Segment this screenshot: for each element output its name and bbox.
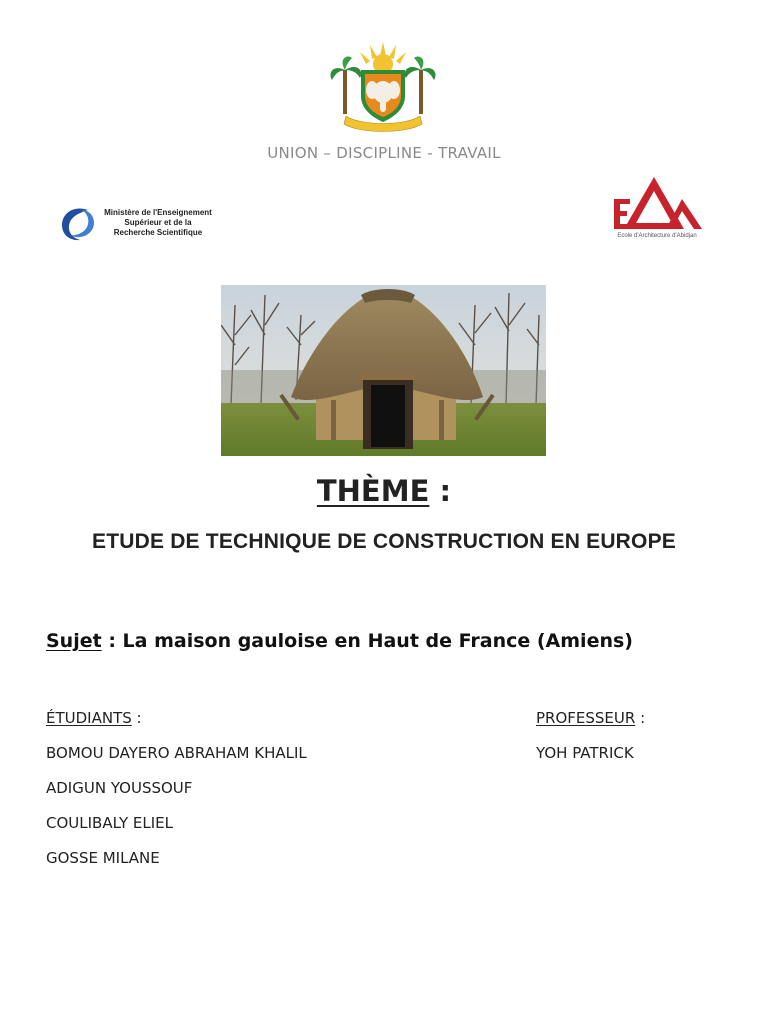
students-list bbox=[46, 708, 307, 883]
students-label: ÉTUDIANTS bbox=[46, 709, 132, 727]
theme-label: THÈME bbox=[316, 474, 430, 508]
theme-title: ETUDE DE TECHNIQUE DE CONSTRUCTION EN EUROPE bbox=[91, 530, 676, 553]
theme-separator: : bbox=[429, 474, 452, 508]
ministry-line: Supérieur et de la bbox=[124, 218, 192, 227]
eaa-logo-icon bbox=[610, 175, 704, 231]
student-name: GOSSE MILANE bbox=[46, 849, 160, 867]
ministry-logo-text bbox=[96, 208, 220, 238]
subject-text: : La maison gauloise en Haut de France (Amiens) bbox=[101, 630, 633, 652]
theme-heading bbox=[0, 474, 768, 508]
thatched-house-illustration-icon bbox=[221, 285, 546, 456]
student-name: COULIBALY ELIEL bbox=[46, 814, 173, 832]
coat-of-arms-emblem-icon bbox=[330, 40, 436, 132]
gaulish-house-photo bbox=[221, 285, 546, 456]
professor-label: PROFESSEUR bbox=[536, 709, 636, 727]
coat-of-arms bbox=[330, 40, 436, 132]
students-heading bbox=[46, 708, 307, 743]
professor-separator: : bbox=[635, 709, 646, 727]
school-logo-caption: Ecole d'Architecture d'Abidjan bbox=[617, 233, 697, 239]
professor-heading bbox=[536, 708, 645, 743]
ministry-logo bbox=[58, 205, 218, 245]
ministry-line: Ministère de l'Enseignement bbox=[104, 208, 212, 217]
professor-block bbox=[536, 708, 645, 778]
student-name: ADIGUN YOUSSOUF bbox=[46, 779, 193, 797]
national-motto: UNION – DISCIPLINE - TRAVAIL bbox=[267, 144, 501, 162]
students-separator: : bbox=[131, 709, 142, 727]
subject-line bbox=[46, 630, 746, 652]
professor-name: YOH PATRICK bbox=[536, 744, 634, 762]
ministry-swirl-icon bbox=[58, 205, 98, 243]
school-logo bbox=[610, 175, 704, 245]
subject-label: Sujet bbox=[46, 630, 102, 652]
student-name: BOMOU DAYERO ABRAHAM KHALIL bbox=[46, 744, 307, 762]
ministry-line: Recherche Scientifique bbox=[113, 228, 203, 237]
